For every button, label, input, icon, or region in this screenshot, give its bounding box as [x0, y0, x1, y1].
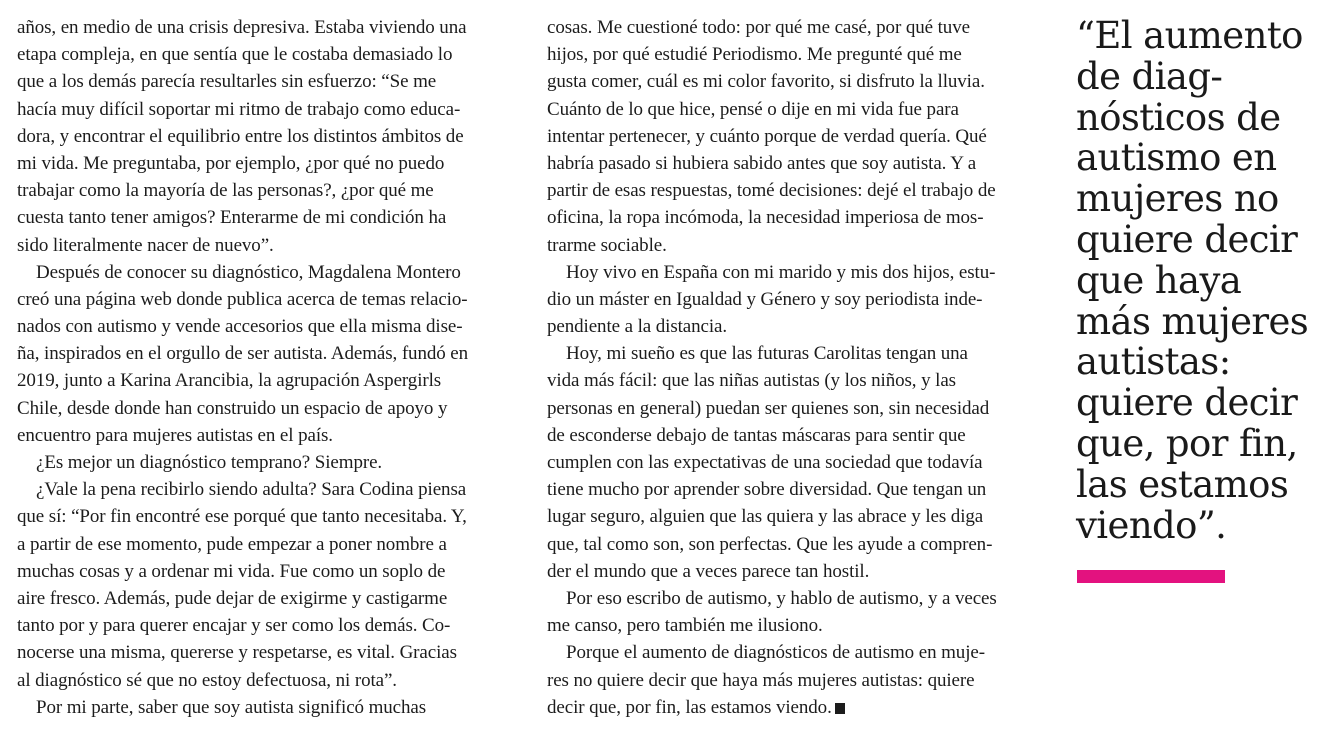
text-line: partir de esas respuestas, tomé decisiones: dejé el trabajo de [547, 180, 996, 202]
pull-quote-line: viendo”. [1076, 503, 1227, 547]
text-line: Cuánto de lo que hice, pensé o dije en mi vida fue para [547, 98, 959, 120]
text-line: encuentro para mujeres autistas en el país. [17, 424, 333, 446]
text-line: aire fresco. Además, pude dejar de exigirme y castigarme [17, 587, 448, 609]
text-line: tanto por y para querer encajar y ser como los demás. Co- [17, 615, 451, 637]
text-line: gusta comer, cuál es mi color favorito, si disfruto la lluvia. [547, 71, 985, 93]
text-line: 2019, junto a Karina Arancibia, la agrupación Aspergirls [17, 370, 442, 392]
text-line: res no quiere decir que haya más mujeres autistas: quiere [547, 669, 975, 691]
text-line: de esconderse debajo de tantas máscaras para sentir que [547, 424, 966, 446]
text-line: hacía muy difícil soportar mi ritmo de trabajo como educa- [17, 98, 461, 120]
pull-quote-line: autistas: [1076, 340, 1231, 384]
text-line: me canso, pero también me ilusiono. [547, 615, 823, 637]
text-line: cuesta tanto tener amigos? Enterarme de mi condición ha [17, 207, 447, 229]
pull-quote-line: nósticos de [1076, 95, 1281, 139]
pull-quote-line: más mujeres [1076, 299, 1309, 343]
pull-quote-line: autismo en [1076, 136, 1277, 180]
pull-quote-line: “El aumento [1076, 14, 1303, 57]
text-line: tiene mucho por aprender sobre diversidad. Que tengan un [547, 479, 987, 501]
text-line: creó una página web donde publica acerca de temas relacio- [17, 288, 468, 310]
text-line: al diagnóstico sé que no estoy defectuosa, ni rota”. [17, 669, 397, 691]
text-line: Chile, desde donde han construido un espacio de apoyo y [17, 397, 448, 419]
text-line: dora, y encontrar el equilibrio entre los distintos ámbitos de [17, 125, 464, 147]
text-line: pendiente a la distancia. [547, 316, 728, 338]
text-line: etapa compleja, en que sentía que le costaba demasiado lo [17, 44, 453, 66]
text-line-final [547, 694, 1052, 721]
pull-quote-accent-bar [1077, 570, 1225, 583]
text-line: der el mundo que a veces parece tan hostil. [547, 560, 870, 582]
text-line: años, en medio de una crisis depresiva. Estaba viviendo una [17, 17, 467, 38]
text-line: sido literalmente nacer de nuevo”. [17, 234, 274, 256]
pull-quote-line: que haya [1076, 258, 1242, 302]
text-line: nados con autismo y vende accesorios que ella misma dise- [17, 316, 463, 338]
text-line: mi vida. Me preguntaba, por ejemplo, ¿por qué no puedo [17, 152, 445, 174]
text-line: Porque el aumento de diagnósticos de autismo en muje- [566, 642, 985, 664]
text-line: intentar pertenecer, y cuánto porque de verdad quería. Qué [547, 125, 987, 147]
text-line: a partir de ese momento, pude empezar a poner nombre a [17, 533, 447, 555]
text-line: Hoy, mi sueño es que las futuras Carolitas tengan una [566, 343, 968, 365]
text-line: Por eso escribo de autismo, y hablo de autismo, y a veces [566, 587, 997, 609]
text-line: que a los demás parecía resultarles sin esfuerzo: “Se me [17, 71, 437, 93]
text-line: trabajar como la mayoría de las personas?, ¿por qué me [17, 180, 434, 202]
text-line: cosas. Me cuestioné todo: por qué me casé, por qué tuve [547, 17, 970, 38]
text-line: oficina, la ropa incómoda, la necesidad imperiosa de mos- [547, 207, 984, 229]
text-line: nocerse una misma, quererse y respetarse, es vital. Gracias [17, 642, 457, 664]
pull-quote-line: quiere decir [1076, 217, 1298, 261]
text-line: dio un máster en Igualdad y Género y soy periodista inde- [547, 288, 983, 310]
text-line: ña, inspirados en el orgullo de ser autista. Además, fundó en [17, 343, 469, 365]
pull-quote-line: las estamos [1076, 462, 1289, 506]
pull-quote-line: que, por fin, [1076, 421, 1298, 465]
text-line: habría pasado si hubiera sabido antes que soy autista. Y a [547, 152, 977, 174]
article-column-middle [547, 14, 1052, 721]
article-column-left [17, 14, 527, 721]
text-line: Hoy vivo en España con mi marido y mis dos hijos, estu- [566, 261, 996, 283]
text-line: ¿Es mejor un diagnóstico temprano? Siempre. [36, 452, 383, 473]
text-line: que sí: “Por fin encontré ese porqué que tanto necesitaba. Y, [17, 506, 467, 528]
text-line: personas en general) puedan ser quienes son, sin necesidad [547, 397, 990, 419]
text-line: hijos, por qué estudié Periodismo. Me pregunté qué me [547, 44, 962, 66]
text-line: ¿Vale la pena recibirlo siendo adulta? Sara Codina piensa [36, 479, 467, 501]
text-line: vida más fácil: que las niñas autistas (y los niños, y las [547, 370, 956, 392]
pull-quote-line: de diag- [1076, 54, 1223, 98]
text-line: lugar seguro, alguien que las quiera y las abrace y les diga [547, 506, 984, 528]
text-line: que, tal como son, son perfectas. Que les ayude a compren- [547, 533, 993, 555]
text-line: Después de conocer su diagnóstico, Magdalena Montero [36, 261, 461, 283]
pull-quote-line: mujeres no [1076, 177, 1279, 221]
text-line-final-text: decir que, por fin, las estamos viendo. [547, 696, 832, 718]
pull-quote-line: quiere decir [1076, 381, 1298, 425]
text-line: Por mi parte, saber que soy autista significó muchas [36, 696, 427, 718]
text-line: muchas cosas y a ordenar mi vida. Fue como un soplo de [17, 560, 446, 582]
text-line: cumplen con las expectativas de una sociedad que todavía [547, 452, 983, 473]
text-line: trarme sociable. [547, 234, 667, 256]
pull-quote [1076, 16, 1321, 546]
end-of-article-square-icon [835, 703, 845, 714]
